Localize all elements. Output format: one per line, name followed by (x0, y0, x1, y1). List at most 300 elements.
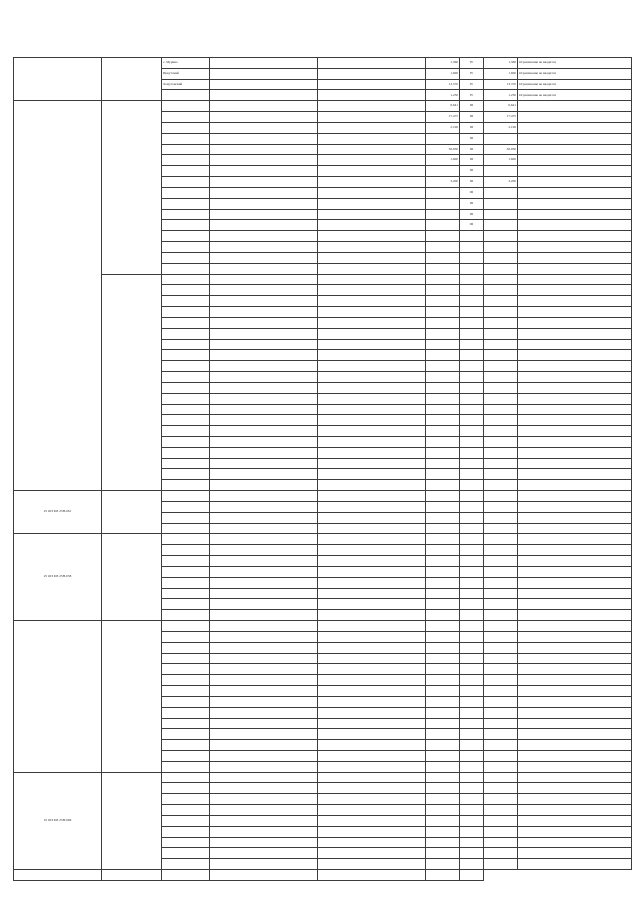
paved-length-cell (484, 361, 518, 372)
category-cell: III (460, 209, 484, 220)
length-cell (426, 187, 460, 198)
category-cell (460, 404, 484, 415)
paved-length-cell (484, 805, 518, 816)
restriction-note-cell (518, 664, 632, 675)
length-cell (426, 642, 460, 653)
section-end-cell (318, 393, 426, 404)
table-row (14, 101, 632, 112)
length-cell: 1,600 (426, 68, 460, 79)
section-start-cell (210, 534, 318, 545)
length-cell (426, 588, 460, 599)
length-cell (426, 209, 460, 220)
category-cell (460, 772, 484, 783)
road-name-cell (102, 274, 162, 491)
category-cell (460, 534, 484, 545)
paved-length-cell (484, 285, 518, 296)
section-cell (162, 263, 210, 274)
section-end-cell (318, 263, 426, 274)
length-cell: 13,370 (426, 79, 460, 90)
category-cell (460, 642, 484, 653)
section-start-cell (210, 112, 318, 123)
restriction-note-cell (518, 848, 632, 859)
category-cell (460, 794, 484, 805)
section-start-cell (210, 491, 318, 502)
section-end-cell (318, 751, 426, 762)
paved-length-cell (484, 328, 518, 339)
category-cell (460, 242, 484, 253)
section-cell (162, 404, 210, 415)
section-start-cell (210, 361, 318, 372)
restriction-note-cell (518, 545, 632, 556)
category-cell (460, 469, 484, 480)
category-cell (460, 664, 484, 675)
section-cell (162, 426, 210, 437)
length-cell (426, 729, 460, 740)
section-start-cell (210, 675, 318, 686)
category-cell (460, 393, 484, 404)
length-cell: 1,600 (426, 155, 460, 166)
section-cell (162, 209, 210, 220)
section-end-cell (318, 577, 426, 588)
paved-length-cell (484, 404, 518, 415)
category-cell (460, 307, 484, 318)
category-cell (460, 350, 484, 361)
restriction-note-cell (518, 707, 632, 718)
length-cell (426, 220, 460, 231)
section-cell (162, 231, 210, 242)
section-cell (162, 220, 210, 231)
section-end-cell (318, 491, 426, 502)
section-cell (162, 317, 210, 328)
paved-length-cell (484, 209, 518, 220)
section-end-cell (318, 707, 426, 718)
section-end-cell (318, 696, 426, 707)
length-cell (426, 566, 460, 577)
section-cell (162, 436, 210, 447)
restriction-note-cell (518, 837, 632, 848)
restriction-note-cell (518, 209, 632, 220)
category-cell: III (460, 187, 484, 198)
section-start-cell (210, 426, 318, 437)
section-cell (162, 198, 210, 209)
restriction-note-cell (518, 469, 632, 480)
paved-length-cell (484, 686, 518, 697)
category-cell (460, 805, 484, 816)
section-end-cell (318, 729, 426, 740)
restriction-note-cell (518, 404, 632, 415)
section-cell (162, 707, 210, 718)
paved-length-cell (484, 664, 518, 675)
section-cell (162, 577, 210, 588)
table-row (14, 621, 632, 632)
section-cell (162, 307, 210, 318)
restriction-note-cell (518, 653, 632, 664)
category-cell (460, 599, 484, 610)
length-cell (426, 296, 460, 307)
paved-length-cell (484, 242, 518, 253)
section-start-cell (102, 870, 162, 881)
paved-length-cell: 6,641 (484, 101, 518, 112)
section-cell (162, 545, 210, 556)
category-cell (318, 870, 426, 881)
category-cell (460, 480, 484, 491)
section-end-cell (162, 870, 210, 881)
section-start-cell (210, 545, 318, 556)
category-cell (460, 610, 484, 621)
section-end-cell (318, 566, 426, 577)
paved-length-cell (484, 566, 518, 577)
paved-length-cell (484, 382, 518, 393)
section-end-cell (318, 382, 426, 393)
length-cell (426, 556, 460, 567)
section-end-cell (318, 90, 426, 101)
category-cell (460, 556, 484, 567)
category-cell: III (460, 198, 484, 209)
length-cell (426, 252, 460, 263)
section-start-cell (210, 458, 318, 469)
length-cell (426, 815, 460, 826)
section-end-cell (318, 79, 426, 90)
section-start-cell (210, 740, 318, 751)
section-end-cell (318, 740, 426, 751)
section-cell (162, 642, 210, 653)
section-end-cell (318, 242, 426, 253)
length-cell (426, 653, 460, 664)
category-cell (460, 621, 484, 632)
length-cell (426, 436, 460, 447)
paved-length-cell (484, 307, 518, 318)
length-cell (426, 133, 460, 144)
paved-length-cell (484, 545, 518, 556)
section-end-cell (318, 296, 426, 307)
paved-length-cell: 13,370 (484, 79, 518, 90)
restriction-note-cell (518, 783, 632, 794)
restriction-note-cell (518, 718, 632, 729)
paved-length-cell (484, 696, 518, 707)
category-cell (460, 848, 484, 859)
category-cell: IV (460, 58, 484, 69)
restriction-note-cell (518, 556, 632, 567)
section-start-cell (210, 90, 318, 101)
restriction-note-cell: Ограничение не вводится (518, 58, 632, 69)
category-cell (460, 285, 484, 296)
section-start-cell (210, 393, 318, 404)
paved-length-cell (484, 469, 518, 480)
section-cell (162, 534, 210, 545)
length-cell (426, 307, 460, 318)
category-cell (460, 740, 484, 751)
road-name-cell (102, 772, 162, 869)
section-start-cell (210, 815, 318, 826)
section-end-cell (318, 556, 426, 567)
section-start-cell (210, 155, 318, 166)
section-cell (162, 740, 210, 751)
paved-length-cell (484, 512, 518, 523)
section-end-cell (318, 415, 426, 426)
category-cell (460, 501, 484, 512)
section-cell (162, 653, 210, 664)
section-cell (162, 621, 210, 632)
restriction-note-cell (518, 621, 632, 632)
section-start-cell (210, 523, 318, 534)
restriction-note-cell (518, 642, 632, 653)
paved-length-cell (484, 621, 518, 632)
restriction-note-cell (518, 166, 632, 177)
length-cell (426, 382, 460, 393)
category-cell (460, 783, 484, 794)
restriction-note-cell (518, 198, 632, 209)
section-start-cell (210, 79, 318, 90)
section-end-cell (318, 826, 426, 837)
length-cell: 3,200 (426, 177, 460, 188)
restriction-note-cell (518, 740, 632, 751)
category-cell (460, 859, 484, 870)
road-name-cell (102, 491, 162, 534)
category-cell (460, 328, 484, 339)
category-cell (460, 588, 484, 599)
length-cell (426, 480, 460, 491)
paved-length-cell (484, 826, 518, 837)
section-cell (162, 155, 210, 166)
section-cell (162, 610, 210, 621)
section-start-cell (210, 599, 318, 610)
section-start-cell (210, 274, 318, 285)
length-cell (210, 870, 318, 881)
section-end-cell (318, 783, 426, 794)
restriction-note-cell (518, 317, 632, 328)
section-end-cell (318, 361, 426, 372)
paved-length-cell: 1,230 (484, 90, 518, 101)
paved-length-cell (484, 751, 518, 762)
section-cell (162, 339, 210, 350)
road-code-cell (14, 101, 102, 491)
section-start-cell (210, 144, 318, 155)
paved-length-cell (484, 675, 518, 686)
road-name-cell (102, 58, 162, 101)
paved-length-cell: 1,360 (484, 58, 518, 69)
length-cell (426, 675, 460, 686)
length-cell (426, 231, 460, 242)
paved-length-cell: 1,600 (484, 155, 518, 166)
category-cell (460, 339, 484, 350)
section-cell (162, 675, 210, 686)
restriction-note-cell (518, 447, 632, 458)
section-end-cell (318, 534, 426, 545)
section-end-cell (318, 642, 426, 653)
paved-length-cell (484, 198, 518, 209)
paved-length-cell (484, 837, 518, 848)
paved-length-cell (484, 761, 518, 772)
restriction-note-cell (518, 794, 632, 805)
section-start-cell (210, 783, 318, 794)
length-cell (426, 242, 460, 253)
section-cell (162, 772, 210, 783)
paved-length-cell: 36,950 (484, 144, 518, 155)
section-start-cell (210, 339, 318, 350)
category-cell (460, 491, 484, 502)
length-cell (426, 339, 460, 350)
category-cell (460, 296, 484, 307)
section-start-cell (210, 58, 318, 69)
road-code-cell: 25 ОП МЗ 25Н-066 (14, 772, 102, 869)
restriction-note-cell (518, 566, 632, 577)
restriction-note-cell (518, 480, 632, 491)
paved-length-cell (484, 317, 518, 328)
restriction-note-cell (518, 534, 632, 545)
length-cell (426, 859, 460, 870)
restriction-note-cell (518, 751, 632, 762)
category-cell: III (460, 122, 484, 133)
length-cell (426, 469, 460, 480)
section-cell (162, 523, 210, 534)
section-start-cell (210, 404, 318, 415)
section-cell (162, 133, 210, 144)
section-end-cell (318, 339, 426, 350)
restriction-note-cell (518, 350, 632, 361)
road-code-cell (14, 58, 102, 101)
section-start-cell (210, 556, 318, 567)
category-cell: III (460, 220, 484, 231)
section-cell (162, 296, 210, 307)
category-cell (460, 826, 484, 837)
paved-length-cell (484, 642, 518, 653)
category-cell: III (460, 155, 484, 166)
section-end-cell (318, 426, 426, 437)
section-cell (162, 501, 210, 512)
category-cell (460, 512, 484, 523)
category-cell (460, 751, 484, 762)
length-cell (426, 317, 460, 328)
restriction-note-cell (518, 382, 632, 393)
section-end-cell (318, 588, 426, 599)
category-cell (460, 231, 484, 242)
section-start-cell (210, 122, 318, 133)
category-cell: III (460, 112, 484, 123)
section-start-cell (210, 415, 318, 426)
restriction-note-cell (518, 588, 632, 599)
restriction-note-cell: Ограничение не вводится (518, 68, 632, 79)
section-end-cell (318, 122, 426, 133)
paved-length-cell (484, 393, 518, 404)
section-end-cell (318, 815, 426, 826)
table-row (14, 58, 632, 69)
length-cell (426, 577, 460, 588)
restriction-note-cell (518, 263, 632, 274)
category-cell (460, 436, 484, 447)
category-cell (460, 426, 484, 437)
length-cell (426, 198, 460, 209)
category-cell (460, 458, 484, 469)
section-cell: с. Мурино (162, 58, 210, 69)
section-cell (162, 252, 210, 263)
paved-length-cell (484, 447, 518, 458)
restriction-note-cell (518, 826, 632, 837)
restriction-note-cell (518, 155, 632, 166)
section-end-cell (318, 458, 426, 469)
section-start-cell (210, 328, 318, 339)
restriction-note-cell (518, 372, 632, 383)
section-cell (162, 751, 210, 762)
restriction-note-cell (518, 805, 632, 816)
restriction-note-cell (518, 859, 632, 870)
paved-length-cell (484, 220, 518, 231)
paved-length-cell (484, 534, 518, 545)
length-cell (426, 848, 460, 859)
category-cell (460, 566, 484, 577)
section-end-cell (318, 404, 426, 415)
section-cell (162, 166, 210, 177)
section-start-cell (210, 826, 318, 837)
length-cell (426, 350, 460, 361)
section-end-cell (318, 859, 426, 870)
length-cell: 6,641 (426, 101, 460, 112)
section-cell (162, 144, 210, 155)
section-start-cell (210, 761, 318, 772)
section-start-cell (210, 631, 318, 642)
paved-length-cell (484, 501, 518, 512)
section-end-cell (318, 307, 426, 318)
category-cell (460, 361, 484, 372)
category-cell (460, 372, 484, 383)
restriction-note-cell (518, 675, 632, 686)
length-cell: 1,230 (426, 90, 460, 101)
section-cell (162, 393, 210, 404)
paved-length-cell (484, 577, 518, 588)
paved-length-cell (484, 187, 518, 198)
paved-length-cell (484, 480, 518, 491)
table-row (14, 534, 632, 545)
section-cell (162, 122, 210, 133)
category-cell: III (460, 101, 484, 112)
restriction-note-cell (518, 512, 632, 523)
length-cell: 36,950 (426, 144, 460, 155)
section-start-cell (210, 729, 318, 740)
length-cell (426, 426, 460, 437)
section-cell (162, 664, 210, 675)
category-cell (460, 815, 484, 826)
section-cell (162, 556, 210, 567)
category-cell (460, 415, 484, 426)
section-end-cell (318, 274, 426, 285)
section-start-cell (210, 653, 318, 664)
section-end-cell (318, 209, 426, 220)
restriction-note-cell (518, 328, 632, 339)
category-cell: IV (460, 90, 484, 101)
restriction-note-cell (518, 458, 632, 469)
section-end-cell (318, 133, 426, 144)
section-end-cell (318, 761, 426, 772)
category-cell (460, 274, 484, 285)
table-row (14, 870, 632, 881)
length-cell (426, 707, 460, 718)
category-cell (460, 718, 484, 729)
length-cell (426, 447, 460, 458)
length-cell (426, 545, 460, 556)
section-end-cell (318, 631, 426, 642)
category-cell (460, 653, 484, 664)
section-cell (162, 285, 210, 296)
restriction-note-cell (518, 523, 632, 534)
paved-length-cell (484, 350, 518, 361)
paved-length-cell (484, 588, 518, 599)
restriction-note-cell (518, 436, 632, 447)
paved-length-cell (484, 794, 518, 805)
section-start-cell (210, 372, 318, 383)
section-cell (162, 512, 210, 523)
section-cell (162, 729, 210, 740)
category-cell (460, 696, 484, 707)
section-cell (162, 848, 210, 859)
